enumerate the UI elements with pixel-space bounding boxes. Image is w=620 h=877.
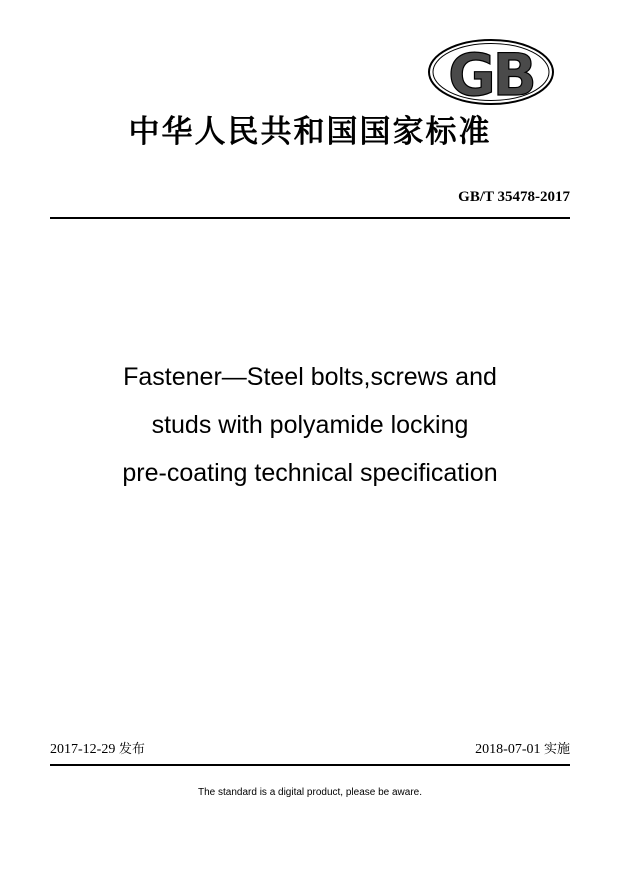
gb-logo-icon: [426, 38, 556, 106]
document-title-line-2: studs with polyamide locking: [151, 411, 469, 439]
issue-label: 发布: [118, 742, 145, 757]
implementation-label: 实施: [543, 742, 570, 757]
standard-number: GB/T 35478-2017: [458, 189, 570, 205]
digital-product-notice: The standard is a digital product, please be aware.: [197, 787, 423, 798]
document-title-line-3: pre-coating technical specification: [122, 459, 498, 487]
footer-divider: [50, 764, 570, 766]
document-title-line-1: Fastener—Steel bolts,screws and: [123, 363, 497, 391]
document-title: [40, 353, 580, 497]
issue-date-line: [50, 741, 145, 759]
header-divider: [50, 217, 570, 219]
implementation-date: 2018-07-01: [475, 742, 541, 757]
national-standard-title: 中华人民共和国国家标准: [128, 114, 492, 150]
logo-text: GB: [448, 41, 534, 106]
issue-date: 2017-12-29: [50, 742, 116, 757]
implementation-date-line: [475, 741, 570, 759]
